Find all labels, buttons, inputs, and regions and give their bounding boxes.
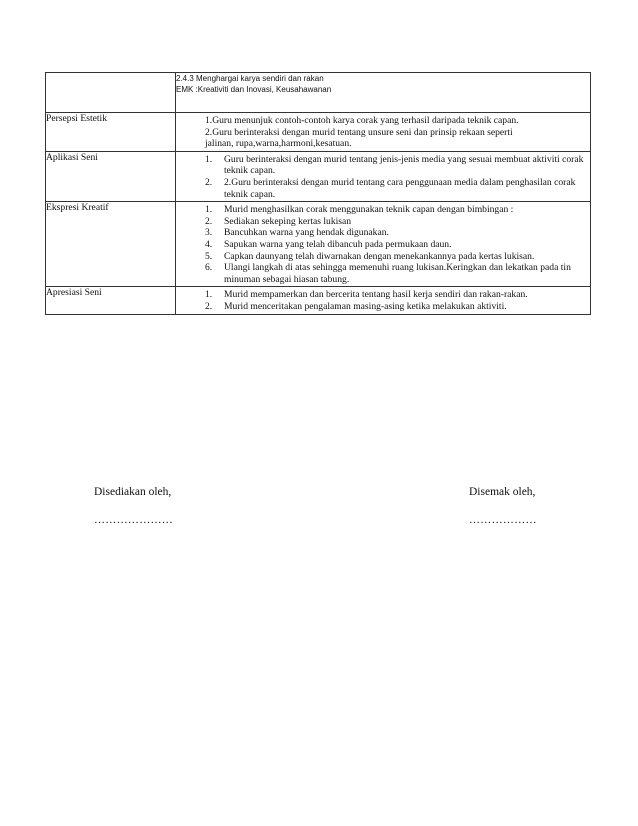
item-number: 2. xyxy=(205,176,213,188)
list-item xyxy=(176,239,588,251)
item-number: 2. xyxy=(205,215,213,227)
item-text: Murid menghasilkan corak menggunakan teknik capan dengan bimbingan : xyxy=(224,204,514,216)
prepared-by-signature-line: ………………… xyxy=(94,514,174,526)
item-number: 6. xyxy=(205,262,213,274)
row-persepsi-estetik xyxy=(46,113,591,152)
item-text: Murid mempamerkan dan bercerita tentang hasil kerja sendiri dan rakan-rakan. xyxy=(224,289,528,301)
row-apresiasi-seni xyxy=(46,287,591,314)
item-number: 1. xyxy=(205,204,213,216)
list-item xyxy=(176,289,588,301)
item-text: Bancuhkan warna yang hendak digunakan. xyxy=(224,227,389,239)
item-number: 1. xyxy=(205,289,213,301)
list-item xyxy=(176,154,588,177)
header-row xyxy=(46,73,591,113)
row-content xyxy=(176,151,591,201)
content-line: 2.Guru berinteraksi dengan murid tentang unsure seni dan prinsip rekaan seperti xyxy=(205,126,513,138)
list-item xyxy=(176,251,588,263)
emk-text: EMK :Kreativiti dan Inovasi, Keusahawanan xyxy=(176,85,332,94)
item-text: Ulangi langkah di atas sehingga memenuhi ruang lukisan.Keringkan dan lekatkan pada tin minuman sebagai hiasan tabung. xyxy=(224,262,571,285)
row-content xyxy=(176,287,591,314)
row-label: Persepsi Estetik xyxy=(46,113,176,152)
standard-text: 2.4.3 Menghargai karya sendiri dan rakan xyxy=(176,74,324,83)
content-line: 1.Guru menunjuk contoh-contoh karya corak yang terhasil daripada teknik capan. xyxy=(205,115,519,126)
checked-by-signature-line: ……………… xyxy=(469,514,537,526)
item-text: Capkan daunyang telah diwarnakan dengan menekankannya pada kertas lukisan. xyxy=(224,250,535,262)
item-text: Murid menceritakan pengalaman masing-asing ketika melakukan aktiviti. xyxy=(224,300,507,312)
item-text: Sediakan sekeping kertas lukisan xyxy=(224,215,352,227)
row-content xyxy=(176,113,591,152)
item-text: Guru berinteraksi dengan murid tentang jenis-jenis media yang sesuai membuat aktiviti corak teknik capan. xyxy=(224,153,584,177)
list-item xyxy=(176,301,588,313)
list-item xyxy=(176,177,588,200)
lesson-plan-table xyxy=(45,72,591,315)
prepared-by-label: Disediakan oleh, xyxy=(94,486,172,498)
list-item xyxy=(176,216,588,228)
row-content xyxy=(176,202,591,287)
item-number: 5. xyxy=(205,250,213,262)
row-ekspresi-kreatif xyxy=(46,202,591,287)
row-label: Ekspresi Kreatif xyxy=(46,202,176,287)
item-number: 3. xyxy=(205,227,213,239)
row-aplikasi-seni xyxy=(46,151,591,201)
list-item xyxy=(176,262,588,285)
row-label: Aplikasi Seni xyxy=(46,151,176,201)
item-number: 2. xyxy=(205,300,213,312)
checked-by-label: Disemak oleh, xyxy=(469,486,536,498)
row-label: Apresiasi Seni xyxy=(46,287,176,314)
item-text: Sapukan warna yang telah dibancuh pada permukaan daun. xyxy=(224,238,452,250)
content-line: jalinan, rupa,warna,harmoni,kesatuan. xyxy=(205,138,352,150)
item-number: 1. xyxy=(205,153,213,165)
list-item xyxy=(176,204,588,216)
header-empty-cell xyxy=(46,73,176,113)
item-number: 4. xyxy=(205,238,213,250)
list-item xyxy=(176,227,588,239)
item-text: 2.Guru berinteraksi dengan murid tentang cara penggunaan media dalam penghasilan corak teknik capan. xyxy=(224,176,576,200)
header-info-cell xyxy=(176,73,591,113)
